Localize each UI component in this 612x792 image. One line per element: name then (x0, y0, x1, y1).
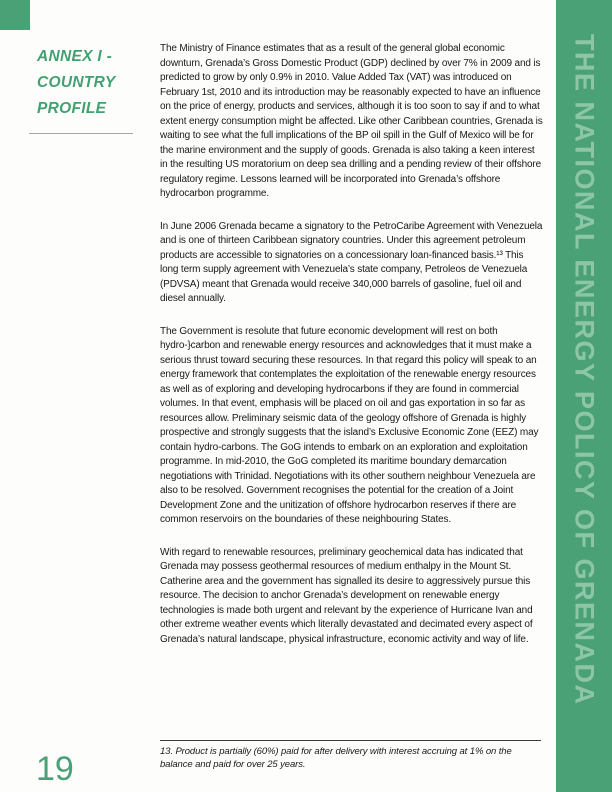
body-paragraph-3: The Government is resolute that future economic development will rest on both hydro-}carbon and renewable energy resources and acknowledges that it must make a serious thrust toward securing these resources. In that regard this policy will speak to an energy framework that contemplates the exploitation of the renewable energy resources as well as of exploring and developing hydrocarbons if they are found in commercial volumes. In that event, emphasis will be placed on oil and gas exportation in so far as resources allow. Preliminary seismic data of the geology offshore of Grenada is highly prospective and strongly suggests that the island’s Exclusive Economic Zone (EEZ) may contain hydro-carbons. The GoG intends to embark on an exploration and exploitation programme. In mid-2010, the GoG completed its maritime boundary demarcation negotiations with Trinidad. Negotiations with its other southern neighbour Venezuela are also to be resolved. Government recognises the potential for the creation of a Joint Development Zone and the unitization of offshore hydrocarbon reserves if there are common reservoirs on the boundaries of these neighbouring States. (160, 325, 539, 525)
annex-heading-line-3: PROFILE (37, 100, 107, 117)
heading-divider-rule (29, 133, 133, 134)
body-paragraph-4: With regard to renewable resources, preliminary geochemical data has indicated that Grenada may possess geothermal resources of medium enthalpy in the Mount St. Catherine area and the government has signalled its desire to aggressively pursue this resource. The decision to anchor Grenada’s development on renewable energy technologies is made both urgent and relevant by the experience of Hurricane Ivan and other extreme weather events which literally devastated and decimated every aspect of Grenada’s natural landscape, physical infrastructure, economic activity and way of life. (160, 546, 533, 645)
right-sidebar-band (556, 0, 612, 792)
body-paragraph-1: The Ministry of Finance estimates that as a result of the general global economic downturn, Grenada’s Gross Domestic Product (GDP) declined by over 7% in 2009 and is predicted to grow by only 0.9% in 2010. Value Added Tax (VAT) was introduced on February 1st, 2010 and its introduction may be reasonably expected to have an influence on the price of energy, products and services, although it is too soon to say if and to what extent energy consumption might be affected. Like other Caribbean countries, Grenada is waiting to see what the full implications of the BP oil spill in the Gulf of Mexico will be for the marine environment and the supply of goods. Grenada is also taking a keen interest in the resulting US moratorium on deep sea drilling and a pending review of their offshore regulatory regime. Lessons learned will be incorporated into Grenada’s offshore hydrocarbon programme. (160, 43, 543, 199)
annex-heading-line-1: ANNEX I - (37, 48, 113, 65)
page-number: 19 (36, 750, 74, 788)
annex-heading-line-2: COUNTRY (37, 74, 116, 91)
body-text-column (160, 42, 543, 665)
footnote: 13. Product is partially (60%) paid for after delivery with interest accruing at 1% on the balance and paid for over 25 years. (160, 746, 512, 770)
corner-decoration-square (0, 0, 30, 30)
vertical-document-title: THE NATIONAL ENERGY POLICY OF GRENADA (569, 34, 600, 706)
footnote-divider-rule (160, 740, 541, 741)
annex-heading (37, 44, 152, 122)
body-paragraph-2: In June 2006 Grenada became a signatory to the PetroCaribe Agreement with Venezuela and is one of thirteen Caribbean signatory countries. Under this agreement petroleum products are accessible to signatories on a concessionary loan-financed basis.¹³ This long term supply agreement with Venezuela’s state company, Petroleos de Venezuela (PDVSA) meant that Grenada would receive 340,000 barrels of gasoline, fuel oil and diesel annually. (160, 220, 543, 304)
